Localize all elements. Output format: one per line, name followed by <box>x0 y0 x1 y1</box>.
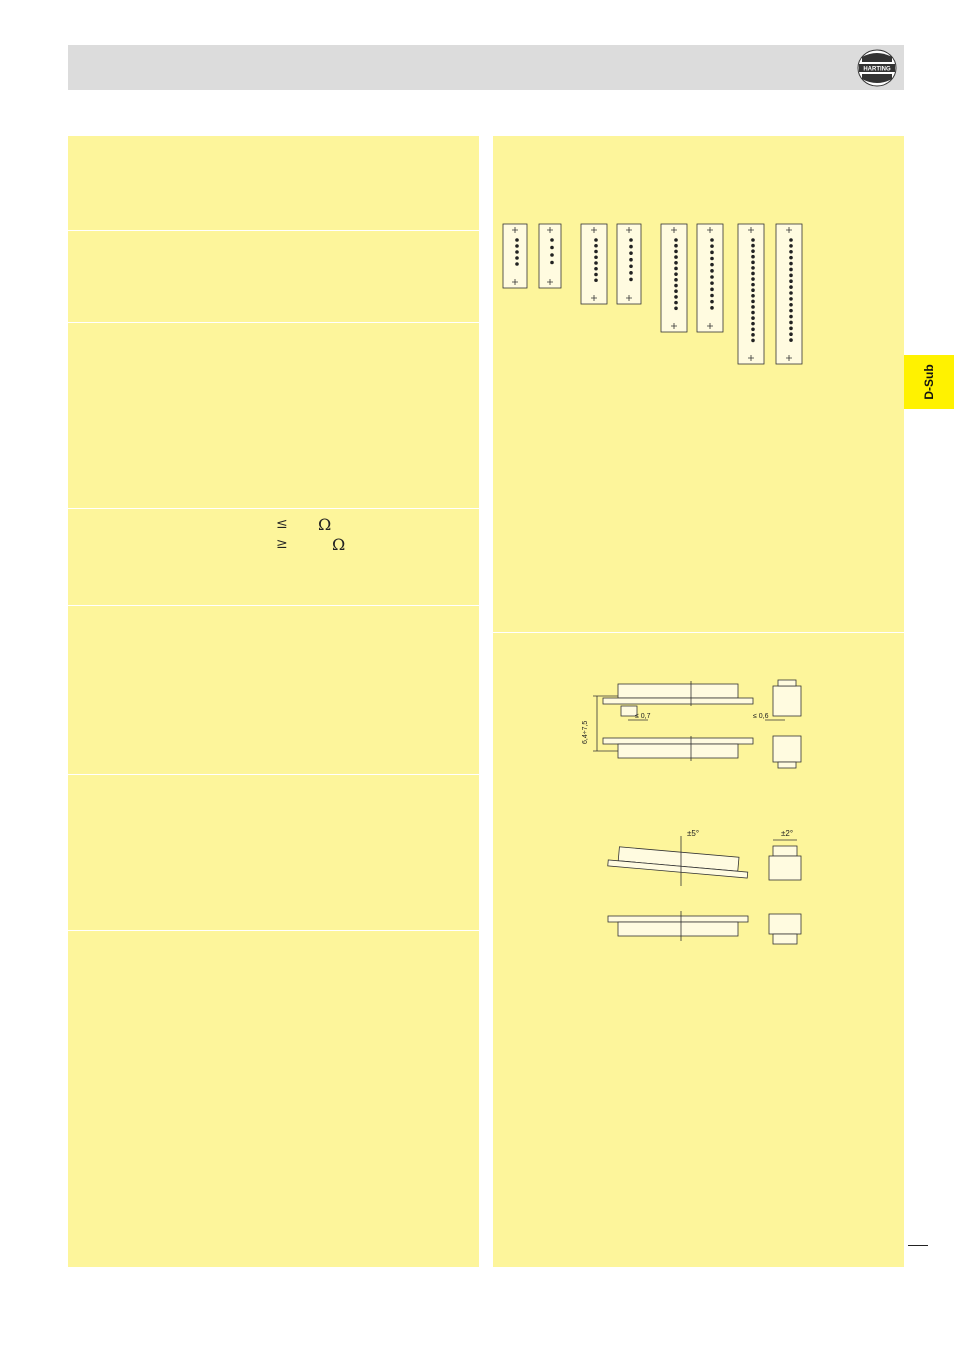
contact-pin <box>751 261 755 265</box>
contact-pin <box>674 244 678 248</box>
contact-pin <box>674 284 678 288</box>
contact-pin <box>674 250 678 254</box>
contact-pin <box>789 321 793 325</box>
contact-pin <box>751 272 755 276</box>
contact-pin <box>789 238 793 242</box>
section-divider <box>68 774 479 775</box>
contact-pin <box>789 274 793 278</box>
contact-pin <box>751 339 755 343</box>
connector-face <box>776 224 802 364</box>
contact-pin <box>789 338 793 342</box>
contact-pin <box>751 244 755 248</box>
section-divider <box>68 230 479 231</box>
contact-pin <box>629 238 633 242</box>
left-panel <box>68 136 479 1267</box>
contact-pin <box>789 279 793 283</box>
contact-pin <box>674 295 678 299</box>
connector-face <box>617 224 641 304</box>
dim-offset-a-label: ≤ 0,7 <box>635 713 651 720</box>
section-divider <box>68 322 479 323</box>
insulation-resistance-unit: Ω <box>332 535 346 554</box>
contact-pin <box>710 251 714 255</box>
contact-pin <box>751 249 755 253</box>
contact-pin <box>710 300 714 304</box>
contact-pin <box>594 278 598 282</box>
contact-pin <box>751 327 755 331</box>
contact-pin <box>710 294 714 298</box>
contact-pin <box>751 322 755 326</box>
contact-pin <box>594 261 598 265</box>
section-divider <box>68 605 479 606</box>
contact-pin <box>629 245 633 249</box>
contact-pin <box>789 285 793 289</box>
header-bar <box>68 45 904 90</box>
contact-pin <box>674 238 678 242</box>
contact-pin <box>751 255 755 259</box>
contact-pin <box>751 305 755 309</box>
connector-face <box>539 224 561 288</box>
contact-pin <box>789 244 793 248</box>
contact-pin <box>710 288 714 292</box>
contact-pin <box>751 300 755 304</box>
connector-face <box>661 224 687 332</box>
contact-pin <box>751 311 755 315</box>
contact-resistance-unit: Ω <box>318 515 332 534</box>
contact-pin <box>710 306 714 310</box>
section-divider <box>68 930 479 931</box>
brand-logo-text: HARTING <box>863 66 891 73</box>
angle-b-label: ±2° <box>781 829 794 838</box>
insulation-resistance-symbol: ≥ <box>276 536 288 552</box>
contact-pin <box>674 301 678 305</box>
contact-pin <box>594 244 598 248</box>
contact-pin <box>515 250 519 254</box>
contact-pin <box>629 258 633 262</box>
contact-pin <box>789 291 793 295</box>
contact-pin <box>674 289 678 293</box>
contact-pin <box>751 288 755 292</box>
contact-pin <box>751 266 755 270</box>
contact-pin <box>789 303 793 307</box>
contact-pin <box>710 238 714 242</box>
contact-pin <box>789 309 793 313</box>
dim-height-label: 6,4÷7,5 <box>582 720 589 744</box>
contact-pin <box>789 332 793 336</box>
contact-pin <box>674 267 678 271</box>
right-panel <box>493 136 904 1267</box>
harting-logo <box>856 48 898 88</box>
contact-pin <box>751 294 755 298</box>
angular-tolerance-drawing <box>603 826 833 956</box>
contact-resistance-symbol: ≤ <box>276 516 288 532</box>
connector-face <box>503 224 527 288</box>
contact-pin <box>629 278 633 282</box>
page-number-rule <box>908 1245 928 1246</box>
connector-layouts-diagram <box>493 216 904 366</box>
contact-pin <box>789 256 793 260</box>
contact-pin <box>515 244 519 248</box>
contact-pin <box>710 263 714 267</box>
connector-face <box>738 224 764 364</box>
contact-pin <box>710 257 714 261</box>
contact-pin <box>515 256 519 260</box>
contact-pin <box>674 261 678 265</box>
mating-dimension-drawing <box>573 676 833 786</box>
contact-pin <box>550 238 554 242</box>
contact-pin <box>629 271 633 275</box>
contact-pin <box>629 251 633 255</box>
contact-pin <box>751 283 755 287</box>
section-divider <box>68 508 479 509</box>
contact-pin <box>751 316 755 320</box>
contact-pin <box>789 315 793 319</box>
contact-pin <box>789 327 793 331</box>
contact-pin <box>550 246 554 250</box>
dim-offset-b-label: ≤ 0,6 <box>753 713 769 720</box>
contact-pin <box>710 281 714 285</box>
contact-pin <box>789 262 793 266</box>
contact-pin <box>629 264 633 268</box>
side-tab-dsub[interactable] <box>904 355 954 409</box>
contact-pin <box>515 238 519 242</box>
contact-pin <box>789 268 793 272</box>
contact-pin <box>594 267 598 271</box>
connector-face <box>581 224 607 304</box>
contact-pin <box>594 273 598 277</box>
contact-pin <box>594 238 598 242</box>
contact-pin <box>550 261 554 265</box>
contact-pin <box>710 269 714 273</box>
contact-pin <box>751 238 755 242</box>
contact-pin <box>751 333 755 337</box>
contact-pin <box>710 275 714 279</box>
section-divider <box>493 632 904 633</box>
angle-a-label: ±5° <box>687 829 700 838</box>
contact-pin <box>710 244 714 248</box>
connector-face <box>697 224 723 332</box>
contact-pin <box>674 255 678 259</box>
contact-pin <box>594 250 598 254</box>
contact-pin <box>789 297 793 301</box>
contact-pin <box>751 277 755 281</box>
contact-pin <box>674 272 678 276</box>
contact-pin <box>674 307 678 311</box>
contact-pin <box>550 253 554 257</box>
contact-pin <box>594 255 598 259</box>
side-tab-label: D-Sub <box>922 364 936 400</box>
contact-pin <box>789 250 793 254</box>
contact-pin <box>515 262 519 266</box>
contact-pin <box>674 278 678 282</box>
